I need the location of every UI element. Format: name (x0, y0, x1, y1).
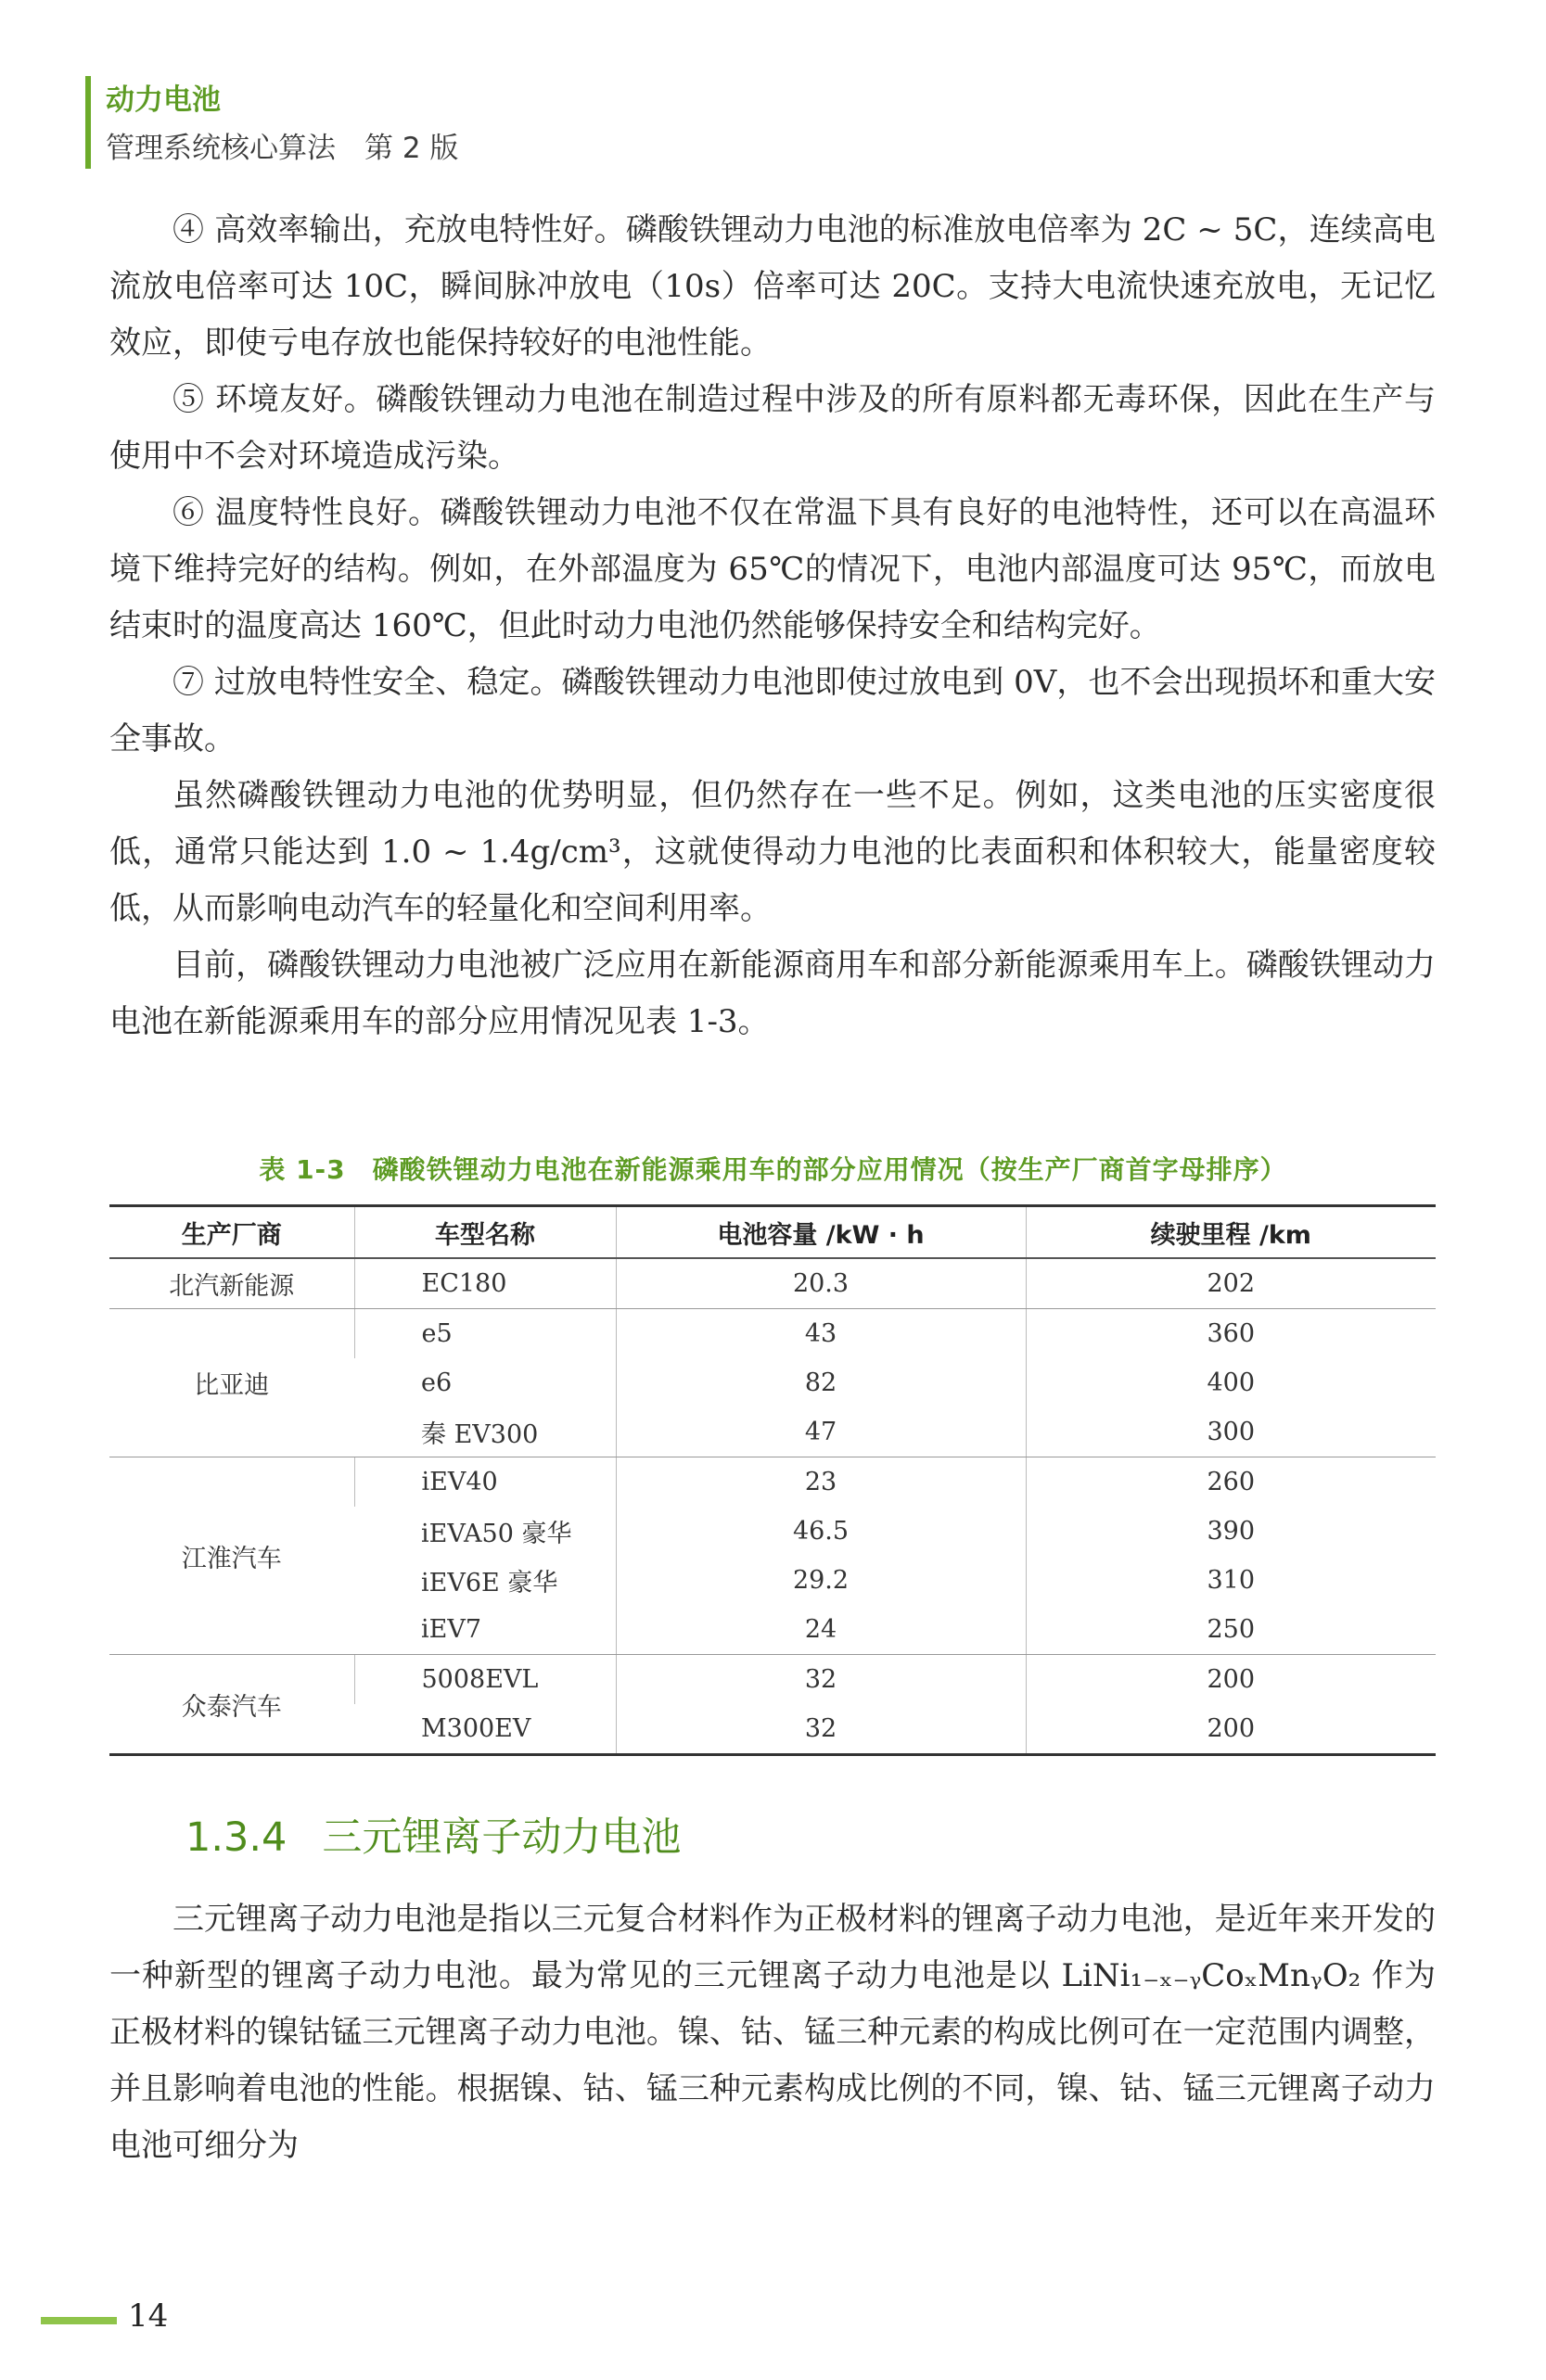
table-row (109, 1457, 1436, 1508)
paragraph-high-output: ④ 高效率输出，充放电特性好。磷酸铁锂动力电池的标准放电倍率为 2C ~ 5C，连续高电流放电倍率可达 10C，瞬间脉冲放电（10s）倍率可达 20C。支持大电流快速充放电，无记忆效应，即使亏电存放也能保持较好的电池性能。 (109, 211, 1436, 362)
footer-accent-bar (41, 2317, 117, 2324)
capacity-cell: 47 (616, 1407, 1026, 1457)
range-cell: 390 (1026, 1507, 1436, 1556)
model-cell: iEVA50 豪华 (421, 1520, 572, 1548)
capacity-cell: 46.5 (616, 1507, 1026, 1556)
paragraph-applications: 目前，磷酸铁锂动力电池被广泛应用在新能源商用车和部分新能源乘用车上。磷酸铁锂动力电池在新能源乘用车的部分应用情况见表 1-3。 (109, 947, 1436, 1040)
paragraph-ternary-intro: 三元锂离子动力电池是指以三元复合材料作为正极材料的锂离子动力电池，是近年来开发的一种新型的锂离子动力电池。最为常见的三元锂离子动力电池是以 LiNi₁₋ₓ₋ᵧCoₓMnᵧO₂ 作为正极材料的镍钴锰三元锂离子动力电池。镍、钴、锰三种元素的构成比例可在一定范围内调整，并且影响着电池的性能。根据镍、钴、锰三种元素构成比例的不同，镍、钴、锰三元锂离子动力电池可细分为 (109, 1901, 1436, 2164)
table-caption: 表 1-3 磷酸铁锂动力电池在新能源乘用车的部分应用情况（按生产厂商首字母排序） (259, 1154, 1287, 1185)
range-cell: 200 (1026, 1704, 1436, 1755)
model-cell: iEV40 (354, 1457, 616, 1508)
section-heading (185, 1806, 681, 1863)
model-cell: 秦 EV300 (354, 1407, 616, 1457)
range-cell: 400 (1026, 1358, 1436, 1407)
paragraph-temperature: ⑥ 温度特性良好。磷酸铁锂动力电池不仅在常温下具有良好的电池特性，还可以在高温环境下维持完好的结构。例如，在外部温度为 65℃的情况下，电池内部温度可达 95℃，而放电结束时的温度高达 160℃，但此时动力电池仍然能够保持安全和结构完好。 (109, 494, 1436, 644)
model-cell: e6 (421, 1368, 453, 1397)
application-table (109, 1204, 1436, 1756)
model-cell: iEV7 (354, 1605, 616, 1655)
maker-cell: 北汽新能源 (109, 1258, 354, 1309)
capacity-cell: 23 (616, 1457, 1026, 1508)
range-cell: 200 (1026, 1655, 1436, 1705)
range-cell: 202 (1026, 1258, 1436, 1309)
capacity-cell: 32 (616, 1655, 1026, 1705)
range-cell: 260 (1026, 1457, 1436, 1508)
table-row (109, 1258, 1436, 1309)
page-number: 14 (128, 2297, 169, 2335)
capacity-cell: 24 (616, 1605, 1026, 1655)
table-row (109, 1655, 1436, 1705)
header-book-subtitle: 管理系统核心算法 第 2 版 (106, 132, 459, 165)
capacity-cell: 82 (616, 1358, 1026, 1407)
capacity-cell: 32 (616, 1704, 1026, 1755)
body-text-block (109, 202, 1436, 1050)
model-cell: e5 (354, 1309, 616, 1359)
paragraph-environment: ⑤ 环境友好。磷酸铁锂动力电池在制造过程中涉及的所有原料都无毒环保，因此在生产与使用中不会对环境造成污染。 (109, 381, 1436, 475)
paragraph-drawbacks: 虽然磷酸铁锂动力电池的优势明显，但仍然存在一些不足。例如，这类电池的压实密度很低，通常只能达到 1.0 ~ 1.4g/cm³，这就使得动力电池的比表面积和体积较大，能量密度较低，从而影响电动汽车的轻量化和空间利用率。 (109, 777, 1436, 927)
header-accent-bar (85, 76, 91, 169)
maker-cell: 比亚迪 (109, 1309, 354, 1457)
maker-cell: 江淮汽车 (109, 1457, 354, 1655)
header-maker: 生产厂商 (109, 1206, 354, 1259)
capacity-cell: 43 (616, 1309, 1026, 1359)
table-header-row (109, 1206, 1436, 1259)
range-cell: 310 (1026, 1556, 1436, 1605)
capacity-cell: 29.2 (616, 1556, 1026, 1605)
table-row (109, 1309, 1436, 1359)
range-cell: 360 (1026, 1309, 1436, 1359)
header-book-title: 动力电池 (106, 83, 221, 117)
section-body (109, 1891, 1436, 2174)
model-cell: 5008EVL (354, 1655, 616, 1705)
model-cell: EC180 (354, 1258, 616, 1309)
section-number: 1.3.4 (185, 1814, 287, 1861)
range-cell: 250 (1026, 1605, 1436, 1655)
model-cell: M300EV (354, 1704, 616, 1755)
header-model: 车型名称 (354, 1206, 616, 1259)
header-range: 续驶里程 /km (1026, 1206, 1436, 1259)
capacity-cell: 20.3 (616, 1258, 1026, 1309)
maker-cell: 众泰汽车 (109, 1655, 354, 1755)
range-cell: 300 (1026, 1407, 1436, 1457)
paragraph-overdischarge: ⑦ 过放电特性安全、稳定。磷酸铁锂动力电池即使过放电到 0V，也不会出现损坏和重大安全事故。 (109, 664, 1436, 757)
model-cell: iEV6E 豪华 (421, 1569, 558, 1597)
section-title: 三元锂离子动力电池 (322, 1814, 682, 1861)
header-capacity: 电池容量 /kW · h (616, 1206, 1026, 1259)
